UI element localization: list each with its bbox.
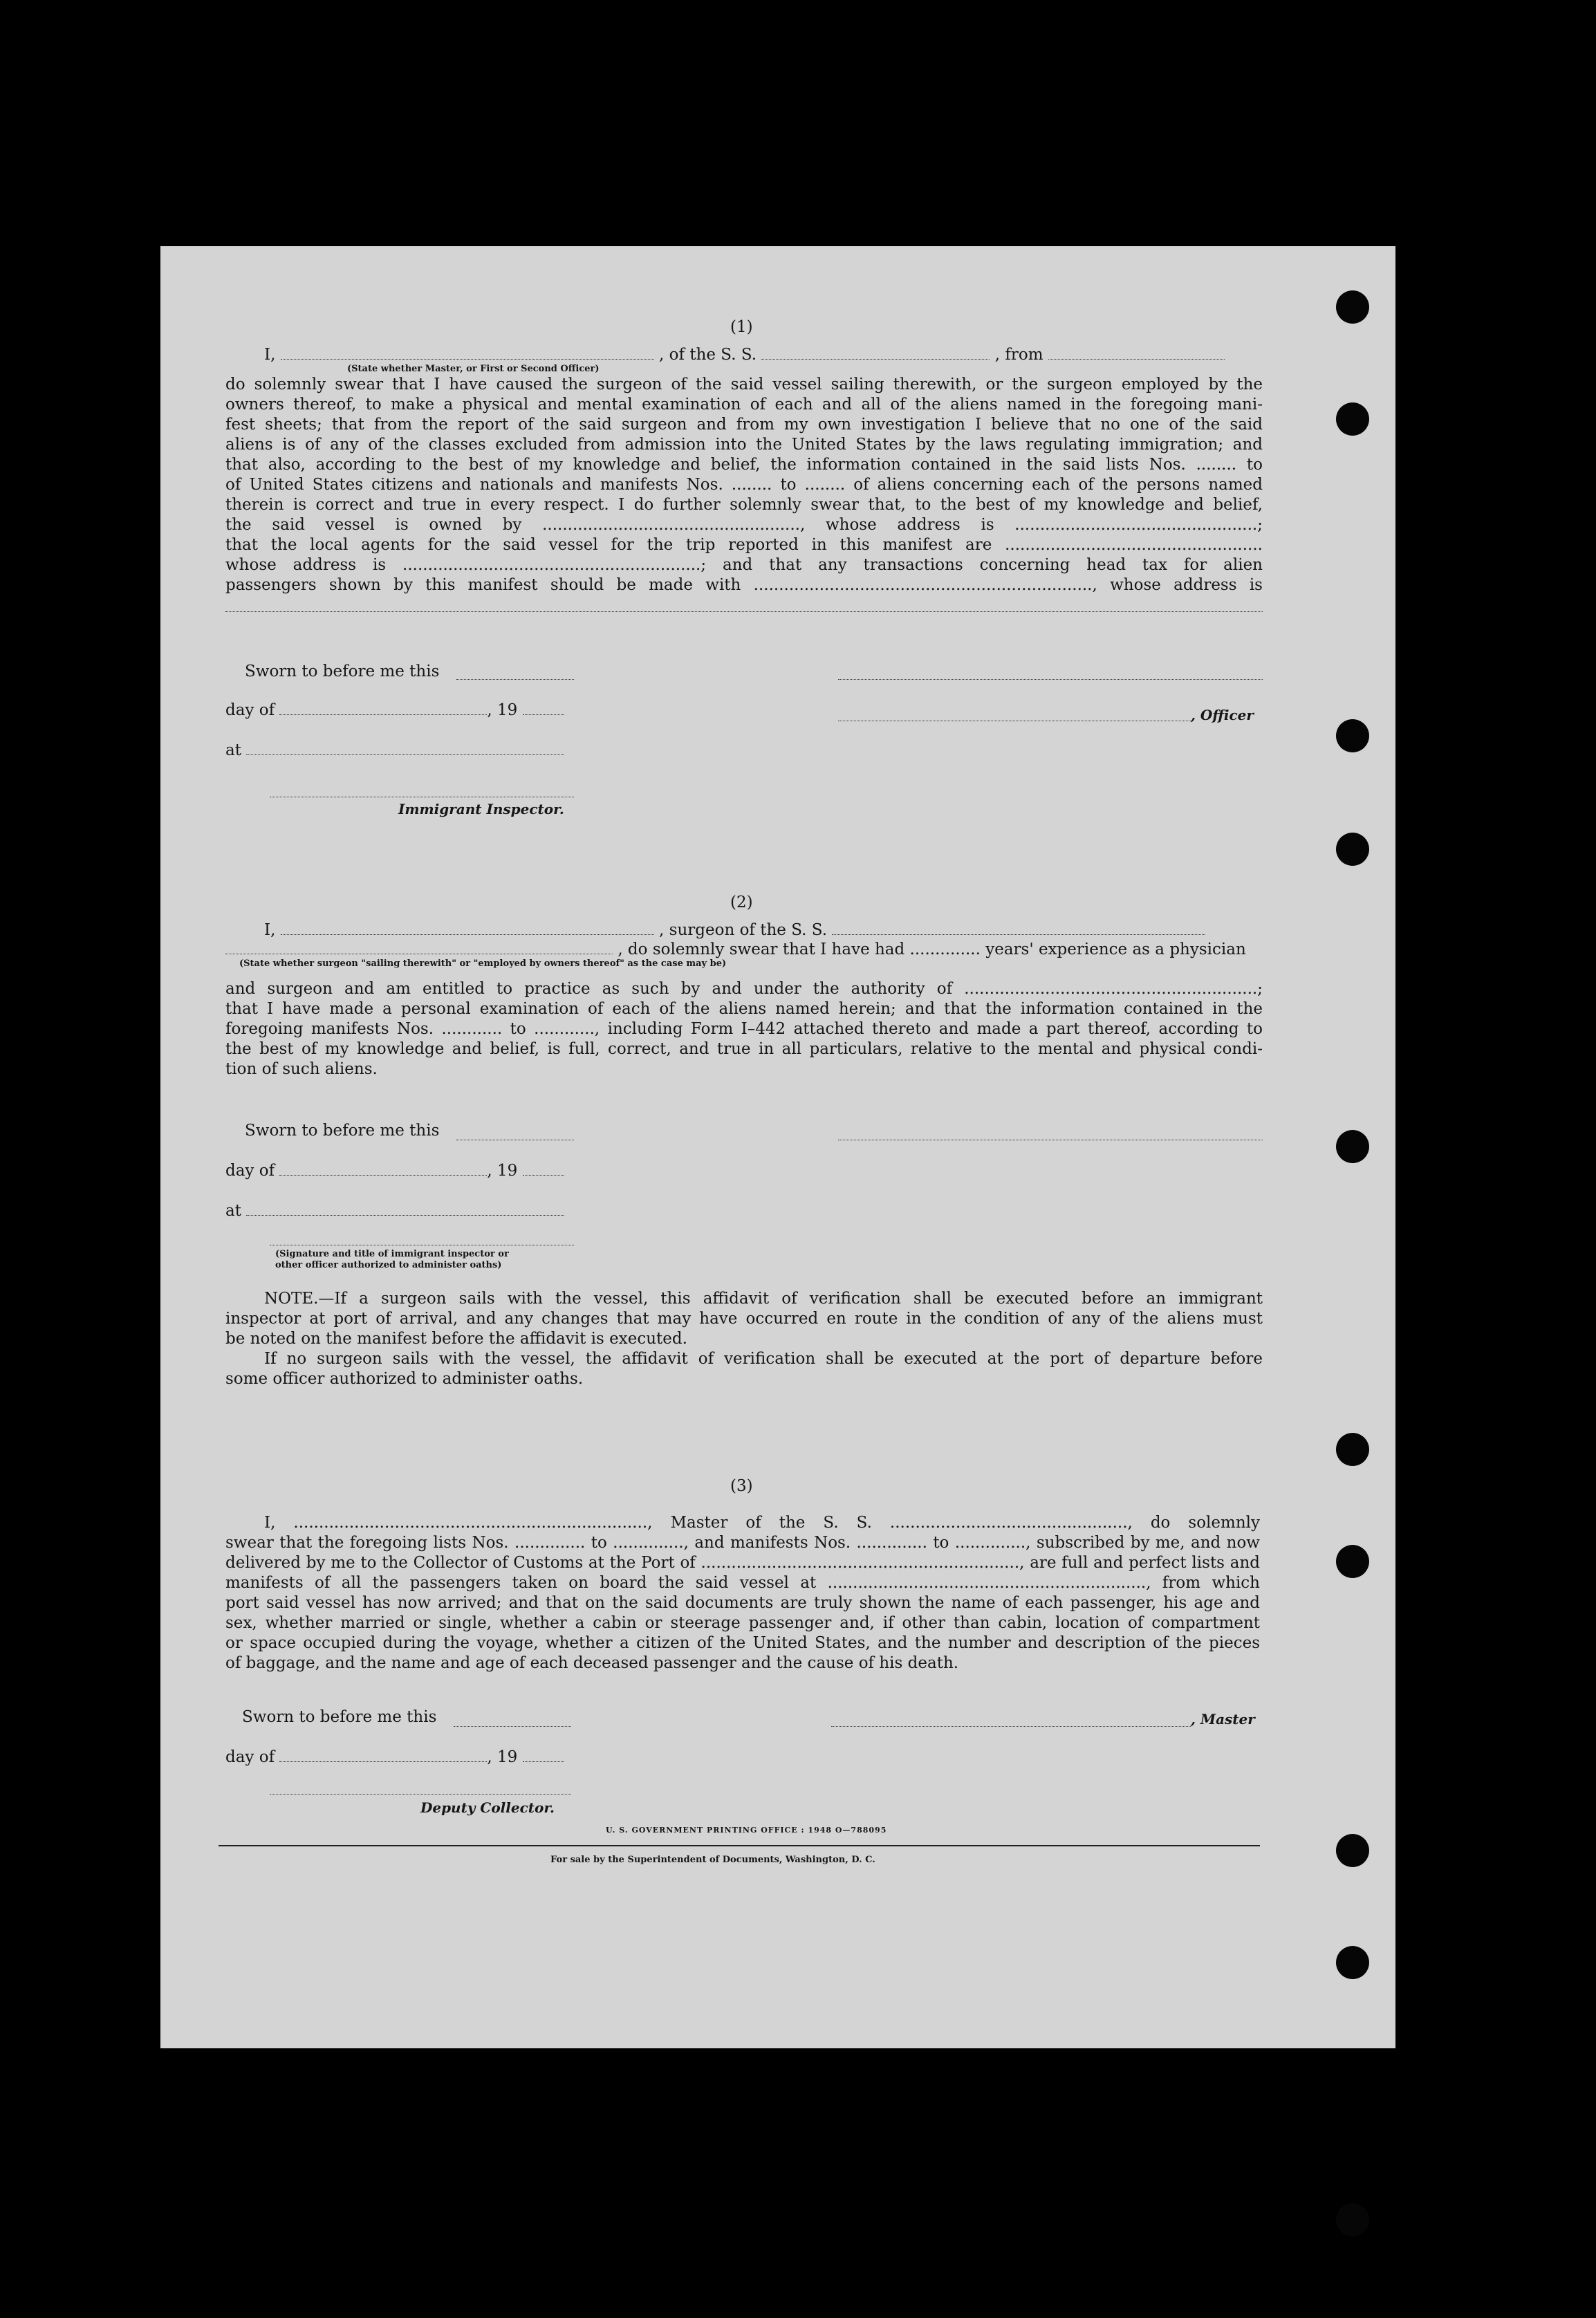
officer-name-field[interactable] [281, 358, 654, 360]
punch-hole [1336, 1130, 1369, 1163]
officer-caption: (State whether Master, or First or Second Officer) [347, 364, 600, 374]
manifest-verification-form [160, 246, 1395, 2048]
note-line: If no surgeon sails with the vessel, the affidavit of verification shall be executed at the port of departure before [264, 1350, 1263, 1368]
paragraph-line: of baggage, and the name and age of each deceased passenger and the cause of his death. [225, 1654, 959, 1672]
master-title: , Master [1191, 1711, 1255, 1727]
year-field[interactable] [523, 1174, 564, 1176]
address-continuation-line[interactable] [225, 611, 1263, 612]
sworn-day-field[interactable] [456, 679, 574, 680]
note-line: some officer authorized to administer oaths. [225, 1370, 584, 1388]
punch-hole [1336, 2203, 1369, 2236]
note-line: be noted on the manifest before the affidavit is executed. [225, 1330, 687, 1348]
month-field[interactable] [279, 1761, 487, 1762]
at-place-field[interactable] [246, 754, 564, 755]
note-line: NOTE.—If a surgeon sails with the vessel, this affidavit of verification shall be executed before an immigrant [264, 1290, 1263, 1308]
paragraph-line: and surgeon and am entitled to practice as such by and under the authority of ..........................................................; [225, 980, 1263, 998]
paragraph-line: sex, whether married or single, whether a cabin or steerage passenger and, if other than cabin, location of compartment [225, 1614, 1260, 1632]
paragraph-line: tion of such aliens. [225, 1060, 378, 1078]
sworn-label: Sworn to before me this [245, 662, 440, 680]
paragraph-line: aliens is of any of the classes excluded from admission into the United States by the laws regulating immigration; and [225, 436, 1263, 454]
surgeon-vessel-field[interactable] [832, 934, 1205, 935]
sworn-label: Sworn to before me this [245, 1122, 440, 1140]
paragraph-line: that I have made a personal examination of each of the aliens named herein; and that the information contained in the [225, 1000, 1263, 1018]
section-3-paragraph [225, 1513, 1260, 1673]
punch-hole [1336, 1834, 1369, 1867]
section-1-header: I, , of the S. S. , from [264, 346, 1263, 364]
footer-rule [219, 1845, 1260, 1846]
section-1-paragraph [225, 375, 1263, 595]
deputy-title: Deputy Collector. [420, 1799, 555, 1816]
surgeon-name-field[interactable] [281, 934, 654, 935]
officer-title: , Officer [1191, 707, 1254, 723]
vessel-name-field[interactable] [761, 358, 990, 360]
paragraph-line: the said vessel is owned by ..................................................., whose address is ................................................; [225, 516, 1263, 534]
paragraph-line: foregoing manifests Nos. ............ to ............, including Form I–442 attached thereto and made a part thereof, according to [225, 1020, 1263, 1038]
section-number: (3) [730, 1477, 753, 1495]
sale-notice: For sale by the Superintendent of Documents, Washington, D. C. [550, 1855, 875, 1865]
punch-hole [1336, 1545, 1369, 1578]
printing-office-line: U. S. GOVERNMENT PRINTING OFFICE : 1948 O—788095 [606, 1826, 887, 1835]
punch-hole [1336, 1433, 1369, 1466]
month-field[interactable] [279, 714, 487, 715]
surgeon-status-field[interactable] [225, 953, 613, 954]
paragraph-line: therein is correct and true in every respect. I do further solemnly swear that, to the best of my knowledge and belief, [225, 496, 1263, 514]
inspector-title: Immigrant Inspector. [398, 801, 564, 817]
signature-caption: other officer authorized to administer oaths) [275, 1260, 502, 1270]
paragraph-line: of United States citizens and nationals and manifests Nos. ........ to ........ of aliens concerning each of the persons named [225, 476, 1263, 494]
paragraph-line: do solemnly swear that I have caused the surgeon of the said vessel sailing therewith, or the surgeon employed by the [225, 375, 1263, 393]
punch-hole [1336, 719, 1369, 752]
punch-hole [1336, 1946, 1369, 1979]
note-line: inspector at port of arrival, and any changes that may have occurred en route in the condition of any of the aliens must [225, 1310, 1263, 1328]
section-number: (2) [730, 893, 753, 911]
day-of-label: day of , 19 [225, 1748, 564, 1766]
day-of-label: day of , 19 [225, 1162, 564, 1180]
paragraph-line: port said vessel has now arrived; and that on the said documents are truly shown the name of each passenger, his age and [225, 1594, 1260, 1612]
day-of-label: day of , 19 [225, 701, 564, 719]
officer-signature-line-1[interactable] [838, 679, 1263, 680]
paragraph-line: that also, according to the best of my knowledge and belief, the information contained in the said lists Nos. ........ to [225, 456, 1263, 474]
paragraph-line: whose address is ...........................................................; and that any transactions concerning head tax for alien [225, 556, 1263, 574]
paragraph-line: or space occupied during the voyage, whether a citizen of the United States, and the number and description of the pieces [225, 1634, 1260, 1652]
paragraph-line: swear that the foregoing lists Nos. .............. to .............., and manifests Nos. .............. to .............., subscribed by me, and now [225, 1534, 1260, 1552]
month-field[interactable] [279, 1174, 487, 1176]
surgeon-years-line: , do solemnly swear that I have had .............. years' experience as a physician [225, 940, 1263, 958]
paragraph-line: passengers shown by this manifest should be made with ..................................................................., whose address is [225, 576, 1263, 594]
master-signature-line[interactable] [831, 1726, 1191, 1727]
sworn-label: Sworn to before me this [242, 1708, 437, 1726]
from-port-field[interactable] [1048, 358, 1225, 360]
surgeon-caption: (State whether surgeon "sailing therewith" or "employed by owners thereof" as the case may be) [239, 958, 727, 969]
paragraph-line: that the local agents for the said vessel for the trip reported in this manifest are ................................................... [225, 536, 1263, 554]
punch-hole [1336, 290, 1369, 324]
sworn-day-field[interactable] [454, 1726, 571, 1727]
section-2-header: I, , surgeon of the S. S. [264, 921, 1263, 939]
note-paragraph [225, 1289, 1263, 1389]
section-2-paragraph [225, 979, 1263, 1079]
paragraph-line: owners thereof, to make a physical and mental examination of each and all of the aliens named in the foregoing mani- [225, 396, 1263, 414]
paragraph-line: manifests of all the passengers taken on board the said vessel at ..............................................................., from which [225, 1574, 1260, 1592]
paragraph-line: the best of my knowledge and belief, is full, correct, and true in all particulars, relative to the mental and physical condi- [225, 1040, 1263, 1058]
at-place-field[interactable] [246, 1214, 564, 1216]
signature-caption: (Signature and title of immigrant inspector or [275, 1249, 509, 1259]
paragraph-line: fest sheets; that from the report of the said surgeon and from my own investigation I believe that no one of the said [225, 416, 1263, 434]
section-number: (1) [730, 318, 753, 336]
at-label: at [225, 741, 564, 759]
paragraph-line: delivered by me to the Collector of Customs at the Port of ..............................................................., are full and perfect lists and [225, 1554, 1260, 1572]
year-field[interactable] [523, 1761, 564, 1762]
year-field[interactable] [523, 714, 564, 715]
paragraph-line: I, ......................................................................, Master of the S. S. ..............................................., do solemnly [264, 1514, 1260, 1532]
punch-hole [1336, 833, 1369, 866]
at-label: at [225, 1202, 564, 1220]
punch-hole [1336, 402, 1369, 436]
deputy-signature-line[interactable] [270, 1794, 571, 1795]
